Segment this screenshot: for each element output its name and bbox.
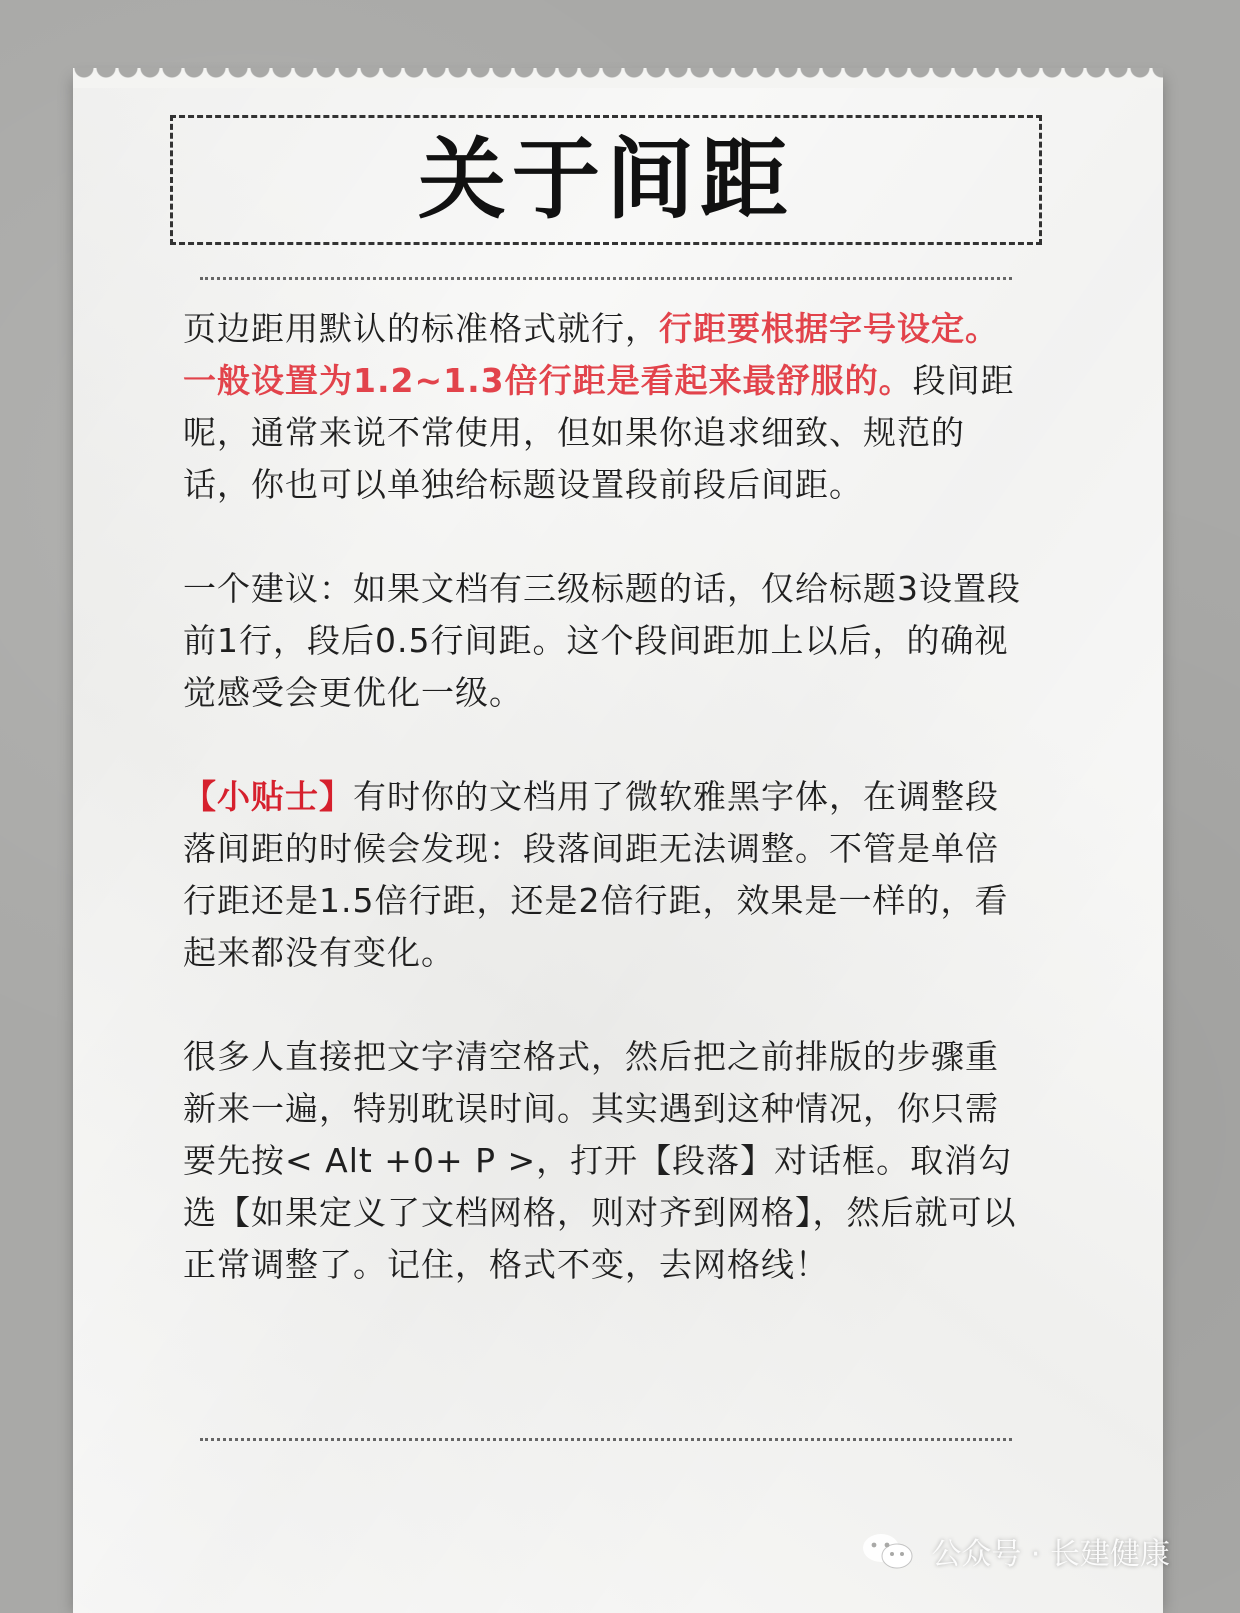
paragraph-text: 页边距用默认的标准格式就行，	[183, 309, 659, 348]
title-box	[170, 115, 1042, 245]
dotted-divider-top	[200, 277, 1012, 280]
article-body	[183, 303, 1028, 1291]
watermark-text: 公众号 · 长建健康	[931, 1537, 1170, 1572]
paragraph-margins	[183, 303, 1028, 511]
highlight-text: 行距要根据字号设定。一般设置为1.2~1.3倍行距是看起来最舒服的。	[183, 309, 999, 400]
paragraph-suggestion	[183, 563, 1028, 719]
page-title: 关于间距	[417, 128, 794, 231]
tip-label: 【小贴士】	[183, 777, 353, 816]
paragraph-text: 有时你的文档用了微软雅黑字体，在调整段落间距的时候会发现：段落间距无法调整。不管是单倍行距还是1.5倍行距，还是2倍行距，效果是一样的，看起来都没有变化。	[183, 777, 1009, 972]
paragraph-text: 一个建议：如果文档有三级标题的话，仅给标题3设置段前1行，段后0.5行间距。这个段间距加上以后，的确视觉感受会更优化一级。	[183, 569, 1021, 712]
wechat-icon	[859, 1531, 917, 1571]
paragraph-text: 段间距呢，通常来说不常使用，但如果你追求细致、规范的话，你也可以单独给标题设置段前段后间距。	[183, 361, 1015, 504]
perforated-edge	[73, 68, 1163, 88]
paragraph-solution	[183, 1031, 1028, 1291]
paragraph-tip	[183, 771, 1028, 979]
paragraph-text: 很多人直接把文字清空格式，然后把之前排版的步骤重新来一遍，特别耽误时间。其实遇到这种情况，你只需要先按< Alt +0+ P >，打开【段落】对话框。取消勾选【如果定义了文档网格，则对齐到网格】，然后就可以正常调整了。记住，格式不变，去网格线！	[183, 1037, 1017, 1284]
dotted-divider-bottom	[200, 1438, 1012, 1441]
watermark	[859, 1529, 1170, 1573]
